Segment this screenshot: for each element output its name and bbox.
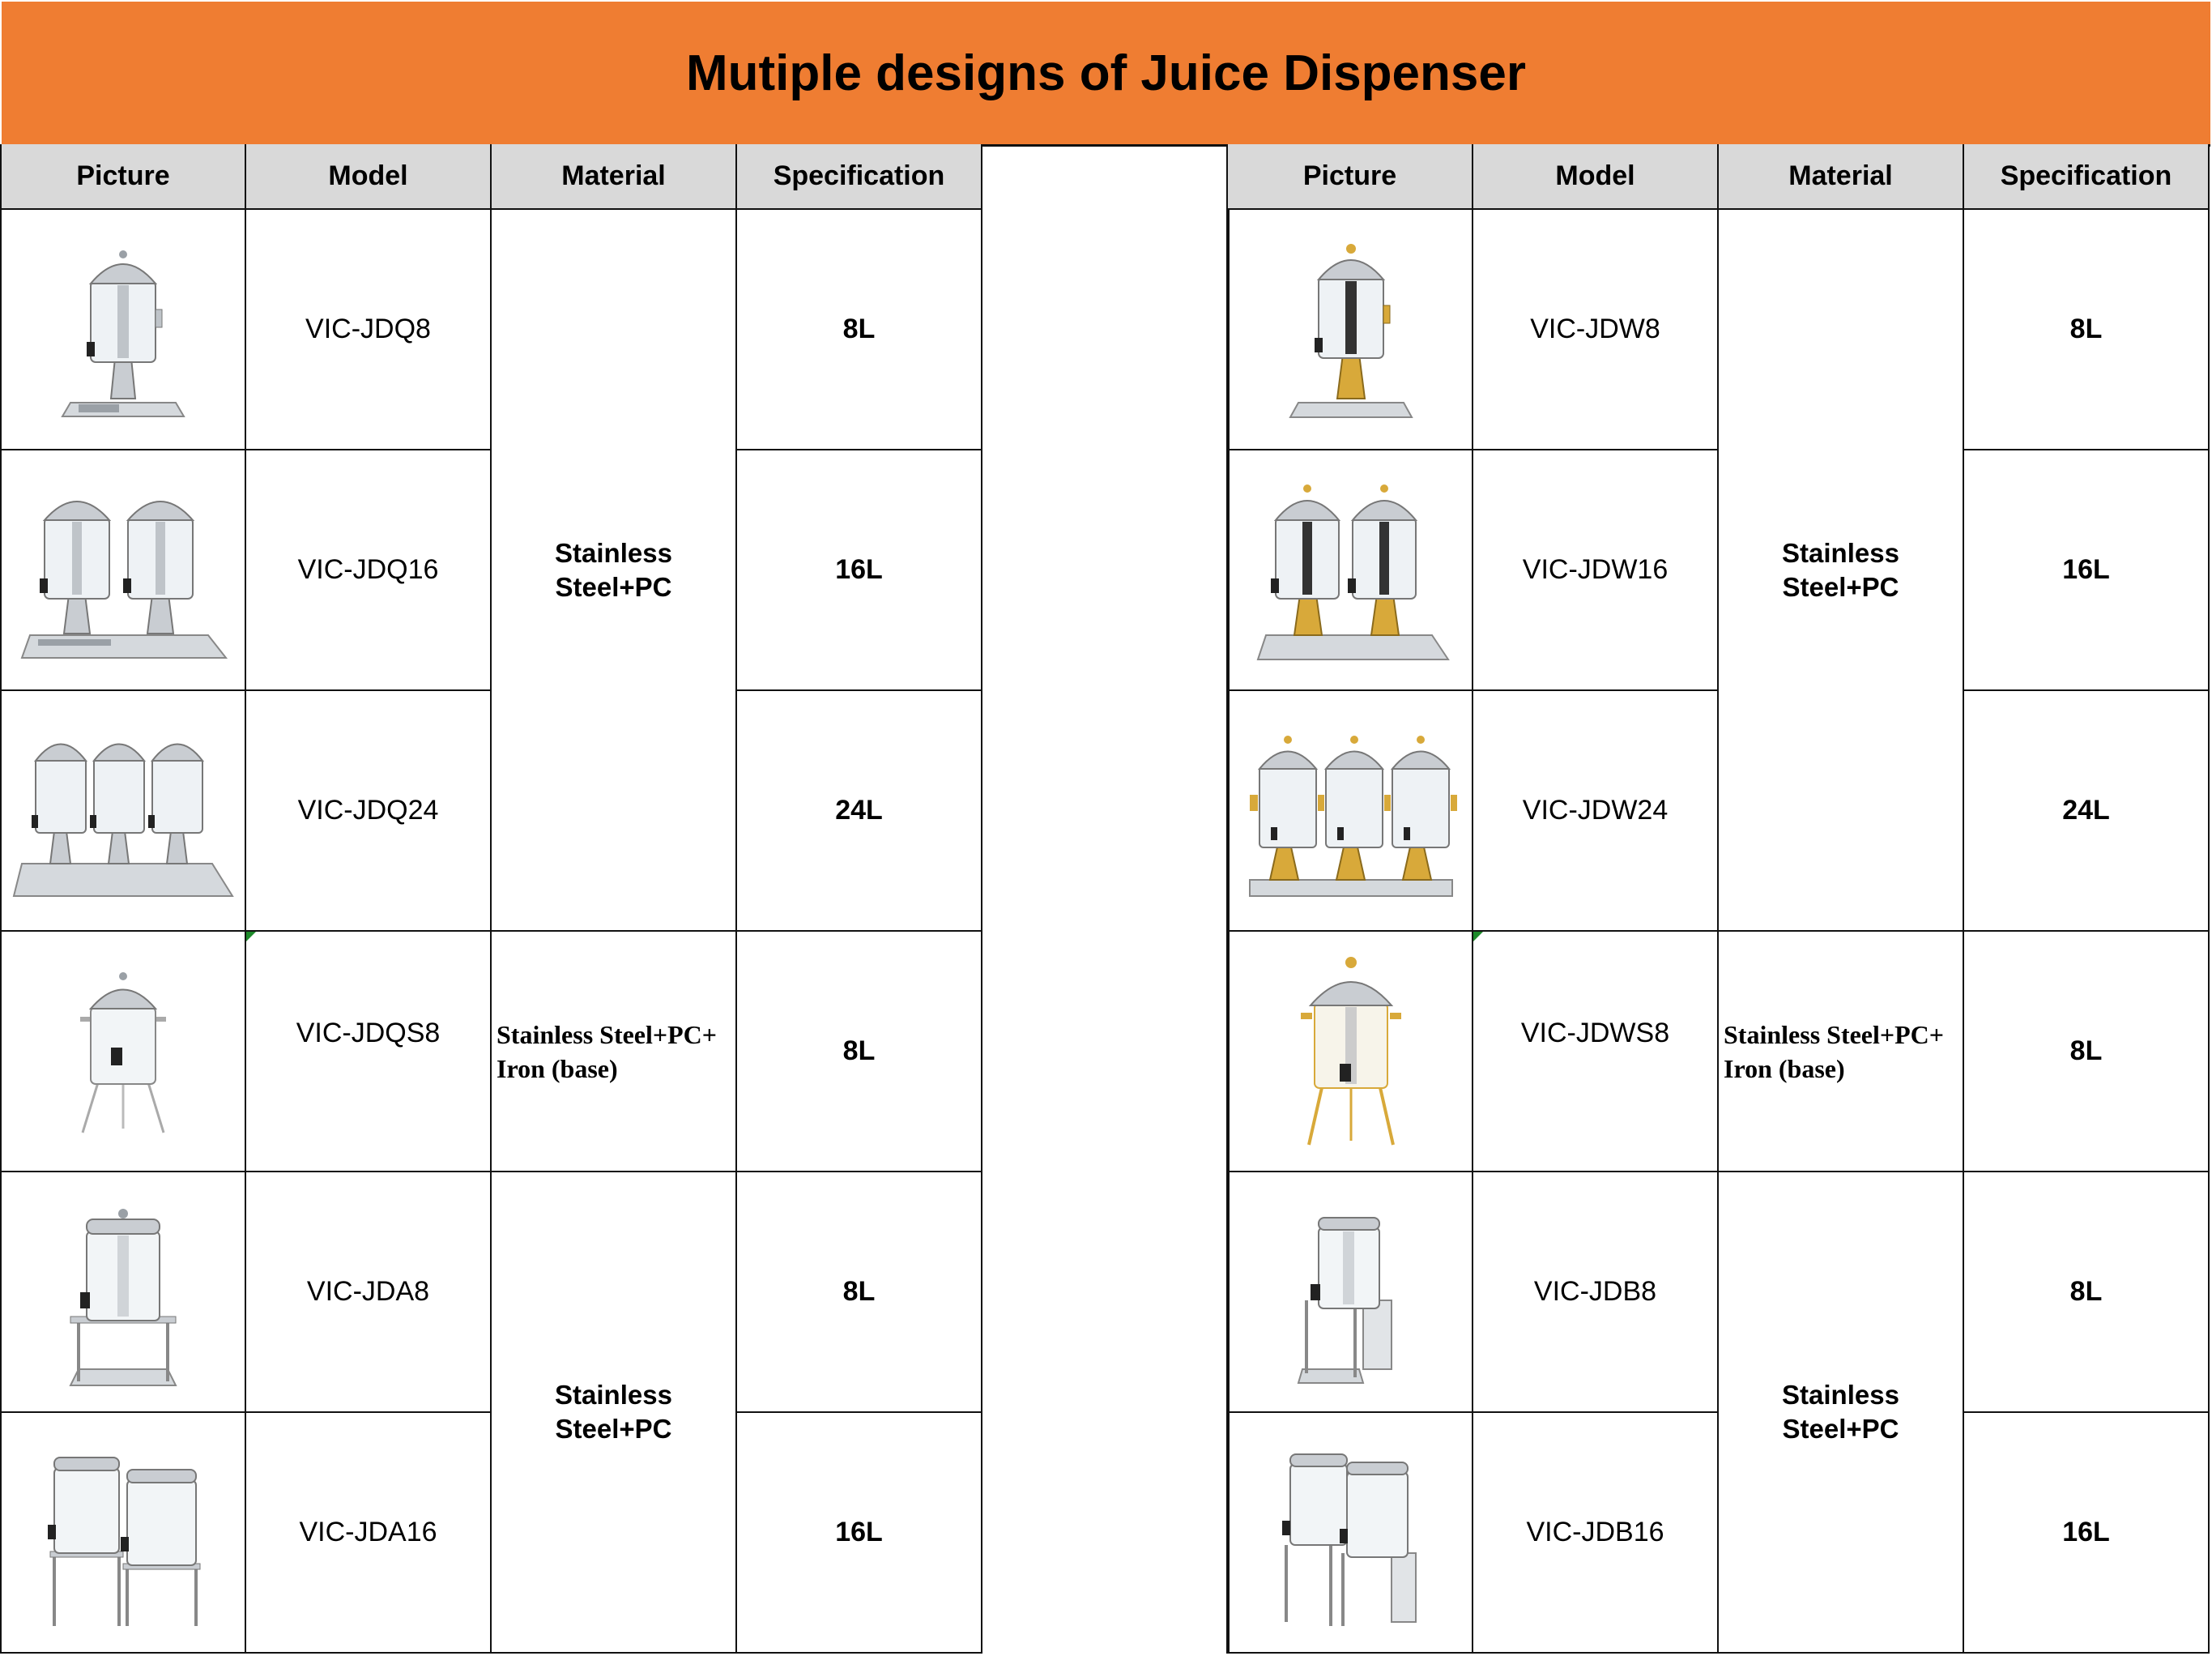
header-model: Model: [1473, 144, 1719, 210]
header-specification: Specification: [737, 144, 982, 210]
model-cell: VIC-JDW16: [1473, 450, 1719, 691]
material-cell: [1719, 932, 1964, 1172]
model-cell: VIC-JDA8: [246, 1172, 492, 1413]
header-material: Material: [492, 144, 737, 210]
product-picture: [1228, 1172, 1473, 1413]
product-picture: [0, 1172, 246, 1413]
material-cell: [492, 210, 737, 932]
product-picture: [1228, 210, 1473, 450]
spec-cell: 8L: [737, 932, 982, 1172]
header-specification: Specification: [1964, 144, 2210, 210]
header-model: Model: [246, 144, 492, 210]
product-picture: [1228, 932, 1473, 1172]
spec-cell: 16L: [737, 450, 982, 691]
gold-juice-dispenser-icon: [1282, 233, 1420, 427]
product-picture: [1228, 450, 1473, 691]
title-banner: [2, 2, 2210, 147]
model-cell: VIC-JDWS8: [1473, 932, 1719, 1172]
product-picture: [0, 210, 246, 450]
spec-cell: 8L: [737, 1172, 982, 1413]
product-picture: [0, 932, 246, 1172]
material-cell: [1719, 1172, 1964, 1654]
juice-dispenser-stand-icon: [46, 1191, 200, 1394]
product-picture: [0, 1413, 246, 1654]
single-juice-dispenser-icon: [54, 237, 192, 423]
material-text: Stainless Steel+PC+: [1724, 1019, 1945, 1049]
spec-cell: 24L: [737, 691, 982, 932]
product-picture: [1228, 691, 1473, 932]
gold-triple-juice-dispenser-icon: [1242, 722, 1460, 900]
spec-cell: 16L: [737, 1413, 982, 1654]
material-text: Stainless Steel+PC+: [497, 1019, 718, 1049]
material-text: Stainless Steel+PC: [555, 537, 672, 602]
double-juice-dispenser-stand-icon: [30, 1432, 216, 1634]
material-text: Iron (base): [1724, 1053, 1845, 1083]
material-text: Stainless Steel+PC: [1782, 537, 1899, 602]
juice-dispenser-stand-icon: [1286, 1195, 1416, 1389]
model-cell: VIC-JDB8: [1473, 1172, 1719, 1413]
material-text: Stainless Steel+PC: [555, 1380, 672, 1444]
model-cell: VIC-JDQ8: [246, 210, 492, 450]
header-picture: Picture: [1228, 144, 1473, 210]
spec-cell: 8L: [1964, 1172, 2210, 1413]
product-table: [0, 144, 2212, 1656]
gold-juice-dispenser-legs-icon: [1286, 946, 1416, 1157]
juice-dispenser-iron-legs-icon: [62, 958, 184, 1145]
double-juice-dispenser-stand-icon: [1270, 1432, 1432, 1634]
model-cell: VIC-JDB16: [1473, 1413, 1719, 1654]
model-cell: VIC-JDA16: [246, 1413, 492, 1654]
product-picture: [0, 450, 246, 691]
gold-double-juice-dispenser-icon: [1250, 469, 1452, 672]
material-text: Stainless Steel+PC: [1782, 1380, 1899, 1444]
spec-cell: 16L: [1964, 450, 2210, 691]
spec-cell: 16L: [1964, 1413, 2210, 1654]
material-cell: [1719, 210, 1964, 932]
model-cell: VIC-JDW24: [1473, 691, 1719, 932]
model-cell: VIC-JDQ24: [246, 691, 492, 932]
header-material: Material: [1719, 144, 1964, 210]
double-juice-dispenser-icon: [14, 473, 232, 668]
page-title: Mutiple designs of Juice Dispenser: [685, 45, 1527, 101]
product-picture: [1228, 1413, 1473, 1654]
spec-cell: 8L: [1964, 932, 2210, 1172]
spec-cell: 8L: [737, 210, 982, 450]
material-cell: [492, 1172, 737, 1654]
model-cell: VIC-JDW8: [1473, 210, 1719, 450]
material-cell: [492, 932, 737, 1172]
spec-cell: 8L: [1964, 210, 2210, 450]
model-cell: VIC-JDQS8: [246, 932, 492, 1172]
header-picture: Picture: [0, 144, 246, 210]
model-cell: VIC-JDQ16: [246, 450, 492, 691]
spec-cell: 24L: [1964, 691, 2210, 932]
triple-juice-dispenser-icon: [10, 718, 237, 904]
material-text: Iron (base): [497, 1053, 618, 1083]
column-gap: [982, 144, 1228, 1654]
product-picture: [0, 691, 246, 932]
